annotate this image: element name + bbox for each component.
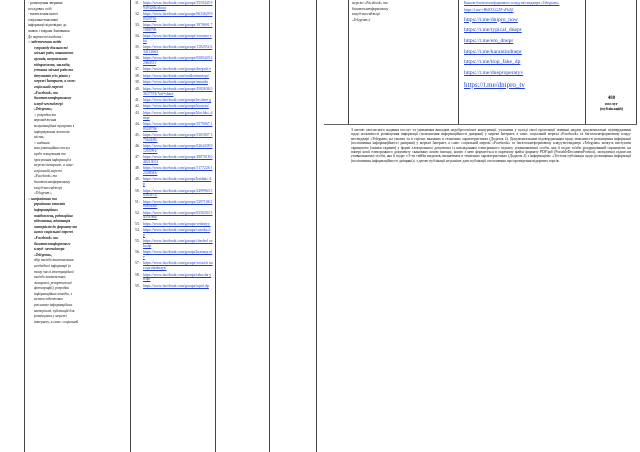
description-line: матеріалів, публікацій для <box>34 308 75 313</box>
description-line: метою підготовки <box>34 297 63 302</box>
facebook-group-link[interactable]: https://www.facebook.com/groups/4582636 53637574/?ref=share <box>143 86 213 96</box>
link-number: 39. <box>135 80 140 85</box>
link-row <box>135 45 213 54</box>
description-line: інформації відповідно до <box>28 23 67 28</box>
link-number: 43. <box>135 110 140 115</box>
link-number: 46. <box>135 144 140 149</box>
facebook-group-link[interactable]: https://www.facebook.com/groups/6264438 91265991/ <box>143 144 213 153</box>
link-number: 40. <box>135 86 140 91</box>
telegram-links-list <box>464 8 582 89</box>
description-line: «Facebook» та <box>34 174 58 179</box>
quantity-unit: послуг <box>605 101 618 106</box>
description-line: впровадження <box>34 118 57 123</box>
telegram-channel-link[interactable]: https://t.me/dneproperatyv <box>464 70 524 77</box>
link-row <box>135 23 213 32</box>
facebook-group-link[interactable]: https://www.facebook.com/groups/2499963 56365472/ <box>143 188 213 198</box>
description-line: органів, комунальних <box>34 56 68 61</box>
notes-column <box>270 0 317 452</box>
link-row <box>135 80 213 85</box>
link-row <box>135 250 213 259</box>
facebook-group-link[interactable]: https://www.facebook.com/groups/kooiota/ <box>143 104 209 109</box>
link-number: 31. <box>135 1 140 5</box>
facebook-group-link[interactable]: https://www.facebook.com/groups/5301807 37564180/ <box>143 133 213 142</box>
link-row <box>135 67 213 72</box>
description-line: рерайтинг текстів <box>34 202 66 207</box>
left-number-column <box>0 0 25 452</box>
description-line: консультаційних послуг <box>34 146 71 151</box>
description-line: клауд- месенджера <box>34 247 65 252</box>
telegram-channel-link[interactable]: https://t.me/+Hh8XGGZP-sFhZjI <box>464 8 514 13</box>
link-row <box>135 155 213 164</box>
link-row <box>135 273 213 282</box>
description-line: матеріалів до формату та <box>34 224 78 229</box>
link-number: 41. <box>135 98 140 102</box>
description-line: повідомлень, редакційна <box>34 213 73 218</box>
description-line: підготовка, адаптація <box>34 219 71 224</box>
description-line: ○ забезпечення медіа <box>28 40 62 45</box>
facebook-group-link[interactable]: https://www.facebook.com/groups/vostoch naya.prohodnaya/ <box>143 261 213 271</box>
facebook-group-link[interactable]: https://www.facebook.com/groups/topol.dp <box>143 283 209 288</box>
description-line: посадових осіб; <box>28 6 53 11</box>
telegram-channel-link[interactable]: https://t.me/eto_dnepr <box>464 38 514 44</box>
link-number: 50. <box>135 188 140 193</box>
link-number: 49. <box>135 177 140 182</box>
description-line: вимог соціальної мережі <box>34 230 74 235</box>
description-line: супроводу діяльності <box>34 45 68 50</box>
link-number: 44. <box>135 122 140 127</box>
link-row <box>135 284 213 289</box>
right-description-line: клауд-месенджері <box>352 12 380 17</box>
requirements-paragraph: З метою своєчасного надання послуг та уникнення випадків недобросовісної конкуренції, учасники у складі своєї пропозиції повинні надати документальне підтвердження щодо можливості розміщення інформації (поліпшення інформаційності дніпряні) у мережі Інтернет, а саме: соціальній мережі «Facebook» та багатоплатформовому клауд-месенджері «Telegram» на умовах та в строки, вказаних в технічних характеристиках (Додаток 2). Документальним підтвердженням щодо можливості розміщення інформації (поліпшення інформаційності дніпряні) у мережі Інтернет, а саме: соціальній мережі «Facebook» та багатоплатформовому клауд-месенджері «Telegram» можуть виступати скриншоти (знімки екранів) у формі електронного документа із накладанням електронного підпису уповноваженої особи, яка її подає та/або роздрукований скриншоти, на папері копії електронного документу скановану копію вигляді, копію з нею формується в окремому файлі формату PDF/pdf (PortableDocumentFormat), засвідченої підписом уповноваженої особи, яка її подає з 5-ти тайбів видатків, визначених в технічних характеристиках (Додаток 2) з інформацією: «Тестова публікація щодо розміщення інформації (поліпшення інформаційності дніпряні)» з датою публікації не раніше дати публікації оголошення про проведення відкритих торгів. <box>351 128 631 163</box>
description-line: багатоплатформовому <box>34 96 72 101</box>
link-row <box>135 177 213 186</box>
facebook-group-link[interactable]: https://www.facebook.com/groups/kaidaki. dp <box>143 177 212 187</box>
link-row <box>135 111 213 120</box>
link-row <box>135 239 213 248</box>
link-number: 55. <box>135 239 140 244</box>
facebook-group-link[interactable]: https://www.facebook.com/groups/6556303 34551984/ <box>143 210 213 220</box>
description-line: інформаційних <box>34 207 59 212</box>
link-row <box>135 104 213 109</box>
description-line: фотографії), розробка <box>34 286 69 291</box>
facebook-group-link[interactable]: https://www.facebook.com/groups/1102552 634112063 <box>143 45 213 54</box>
link-number: 58. <box>135 272 140 277</box>
facebook-group-link[interactable]: https://www.facebook.com/groups/5177226 12248043/ <box>143 166 213 175</box>
telegram-channel-link[interactable]: https://t.me/karantindnepr <box>464 48 522 55</box>
link-row <box>135 228 213 237</box>
link-number: 35. <box>135 45 140 50</box>
facebook-group-link[interactable]: https://www.facebook.com/groups/rozetka.d p <box>143 228 211 237</box>
facebook-group-link[interactable]: https://www.facebook.com/groups/lev.bere g <box>143 98 212 102</box>
facebook-group-link[interactable]: https://www.facebook.com/groups/verhniyy. <box>143 221 211 226</box>
description-line: соціальній мережі <box>34 84 64 89</box>
facebook-group-link[interactable]: https://www.facebook.com/realloveinrnepr/ <box>143 73 210 78</box>
facebook-group-link[interactable]: https://www.facebook.com/groups/krasnop ole <box>143 250 213 259</box>
description-line: інформування жителів <box>34 129 70 134</box>
facebook-group-link[interactable]: https://www.facebook.com/groups/dneprsh e <box>143 67 211 72</box>
facebook-group-link[interactable]: https://www.facebook.com/groups/6500420 22464311 <box>143 56 213 65</box>
facebook-group-link[interactable]: https://www.facebook.com/groups/2397106 50585149/ <box>143 199 213 209</box>
link-number: 32. <box>135 12 140 17</box>
link-number: 47. <box>135 155 140 160</box>
description-line: мережі інтернет, а саме: <box>34 163 75 168</box>
facebook-group-link[interactable]: https://www.facebook.com/groups/2887018 048213013 <box>143 155 213 164</box>
description-line: розміщення у мережі <box>34 314 67 319</box>
link-row <box>135 189 213 198</box>
link-row <box>135 200 213 209</box>
description-line: ○ розробка та <box>34 112 57 117</box>
link-number: 36. <box>135 56 140 61</box>
description-line: - висвітлення іншої <box>28 12 58 17</box>
right-page <box>324 0 640 452</box>
link-row <box>135 122 213 131</box>
link-row <box>135 98 213 103</box>
telegram-channel-link[interactable]: https://t.me/typical_dnepr <box>464 27 522 34</box>
description-line: установ міської ради та <box>34 68 74 73</box>
description-line: «Facebook» та <box>34 90 58 95</box>
facebook-group-link[interactable]: https://www.facebook.com/groups/rabocha ya.dp/ <box>143 272 212 282</box>
description-line: соціальній мережі <box>34 168 63 173</box>
description-line: щодо планування та <box>34 152 66 157</box>
link-row <box>135 56 213 65</box>
link-number: 57. <box>135 261 140 266</box>
quantity-cell <box>587 0 637 124</box>
telegram-channel-link[interactable]: https://t.me/dnipro_now <box>464 16 518 23</box>
link-row <box>135 74 213 79</box>
quantity-column <box>217 0 270 452</box>
link-row <box>135 34 213 43</box>
link-row <box>135 211 213 220</box>
description-line: - розміщення звернень <box>28 1 63 5</box>
link-number: 51. <box>135 199 140 204</box>
right-description-line: «Telegram») <box>352 17 371 22</box>
link-row <box>135 144 213 153</box>
link-number: 34. <box>135 34 140 39</box>
description-line: «Telegram», <box>34 252 53 257</box>
description-line: депутатів усіх рівнів у <box>34 73 71 78</box>
description-line: міста; <box>34 135 45 140</box>
description-line: тому числі ілюстраційної <box>34 269 74 274</box>
quantity-number: 480 <box>607 96 616 101</box>
link-number: 54. <box>135 228 140 233</box>
facebook-group-link[interactable]: https://www.facebook.com/groups/2570067 18528758/ <box>143 122 213 131</box>
link-row <box>135 12 213 21</box>
quantity-note: (публікацій) <box>599 106 624 111</box>
facebook-group-link[interactable]: https://www.facebook.com/groups/klochko. dnepr <box>143 110 213 120</box>
description-line: багатоплатформовому <box>34 180 71 184</box>
description-line: заявок і завдань Замовника. <box>28 28 71 33</box>
link-number: 59. <box>135 283 140 288</box>
link-number: 45. <box>135 133 140 138</box>
telegram-channels-title: Канали багатоплатформового клауд-месенджера «Telegram»: <box>464 1 560 5</box>
description-line: «Facebook» та <box>34 235 58 240</box>
facebook-group-link[interactable]: https://www.facebook.com/groups/1870691 71988798 <box>143 23 213 32</box>
link-row <box>135 166 213 175</box>
description-line: жанрової, репортажної <box>34 280 72 285</box>
description-line: мережі Інтернет, а саме: <box>34 79 76 84</box>
facebook-group-link[interactable]: https://www.facebook.com/groups/5550445 99493266/about <box>143 1 213 10</box>
description-line: комунікаційної програми з <box>34 124 75 129</box>
description-column <box>25 0 131 452</box>
facebook-links-column <box>132 0 216 452</box>
link-number: 37. <box>135 67 140 72</box>
link-row <box>135 222 213 227</box>
description-line: клауд-месенджері <box>34 185 62 190</box>
description-line: «Telegram»; <box>34 191 53 196</box>
description-line: «Telegram»; <box>34 107 53 112</box>
description-line: соціально-важливої <box>28 17 59 22</box>
description-line: клауд-месенджері <box>34 101 63 106</box>
facebook-group-link[interactable]: https://www.facebook.com/groups/voronno vka <box>143 34 212 43</box>
description-line: багатоплатформового <box>34 241 71 246</box>
link-number: 38. <box>135 73 140 78</box>
telegram-channel-link[interactable]: https://t.me/dnipro_tv <box>464 80 525 89</box>
description-line: До вартості входить : <box>28 34 64 39</box>
description-line: необхідної інформації (в <box>34 263 71 268</box>
link-row <box>135 261 213 270</box>
description-line: та/або контекстної, <box>34 275 67 280</box>
table-bottom-border <box>324 124 637 125</box>
link-row <box>135 1 213 10</box>
telegram-channels-column <box>460 0 586 124</box>
description-line: збір та/або виготовлення <box>34 258 74 263</box>
link-number: 52. <box>135 210 140 215</box>
link-number: 53. <box>135 221 140 226</box>
right-number-column <box>324 0 349 124</box>
description-line: ○ копірайтинг та <box>28 196 57 201</box>
right-description-line: багатоплатформовому <box>352 6 389 11</box>
description-line: інтернет, а саме: соціальній <box>34 319 79 324</box>
link-row <box>135 133 213 142</box>
link-number: 56. <box>135 250 140 255</box>
link-number: 48. <box>135 166 140 171</box>
link-number: 33. <box>135 23 140 28</box>
description-line: просування інформації в <box>34 157 72 162</box>
description-line: рекламно-інформаційних <box>34 303 73 308</box>
link-row <box>135 87 213 96</box>
facebook-group-link[interactable]: https://www.facebook.com/groups/6633629 90529716 <box>143 12 213 21</box>
facebook-group-link[interactable]: https://www.facebook.com/groups/chechel ovka.dp <box>143 239 213 248</box>
right-description-column <box>349 0 459 124</box>
right-description-line: мережі «Facebook» та <box>352 1 388 5</box>
facebook-group-link[interactable]: https://www.facebook.com/groups/amurdn <box>143 80 208 85</box>
description-line: ○ надання <box>34 140 50 145</box>
description-line: інформаційних поводів, з <box>34 291 72 296</box>
telegram-channel-link[interactable]: https://t.me/ttop_fake_dp <box>464 59 521 66</box>
description-line: підприємств, закладів, <box>34 62 71 67</box>
link-number: 42. <box>135 104 140 109</box>
description-line: міської ради, виконавчих <box>34 51 74 56</box>
